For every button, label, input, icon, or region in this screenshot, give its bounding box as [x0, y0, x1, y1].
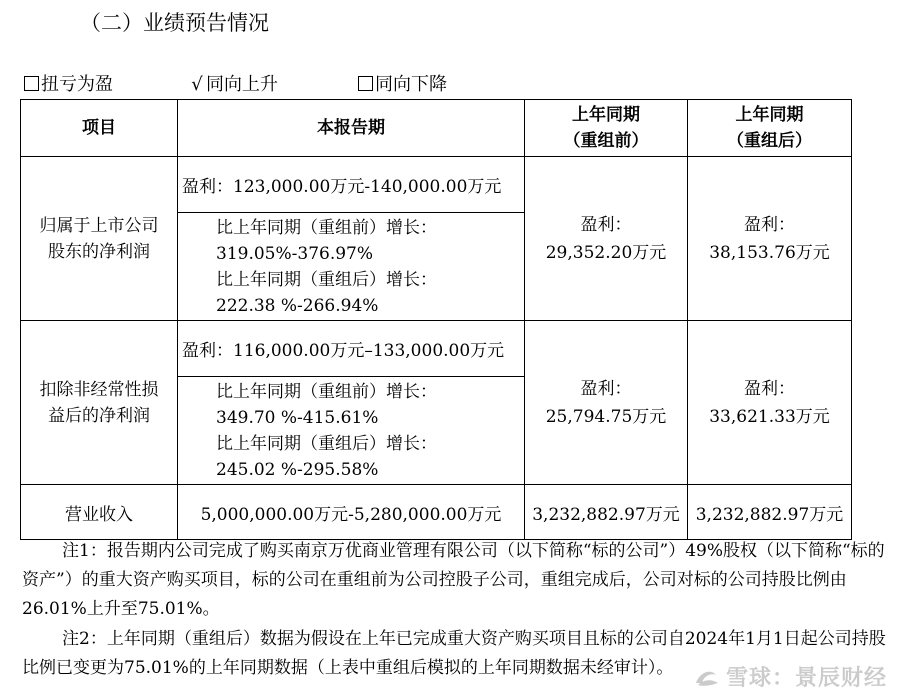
checkmark-icon: √: [191, 74, 203, 95]
row-item-net-profit: [21, 157, 178, 321]
value-amount: 33,621.33万元: [709, 406, 830, 427]
header-prev-before-line1: 上年同期: [572, 105, 640, 125]
profit-range: 盈利：116,000.00万元–133,000.00万元: [178, 321, 525, 377]
item-line: 股东的净利润: [48, 241, 150, 262]
prev-after-value: [688, 157, 852, 321]
revenue-current: 5,000,000.00万元-5,280,000.00万元: [178, 485, 525, 540]
forecast-type-options: [0, 70, 915, 100]
header-prev-after: [688, 100, 852, 157]
header-prev-after-line2: （重组后）: [727, 131, 812, 151]
value-label: 盈利：: [744, 214, 795, 235]
header-prev-after-line1: 上年同期: [735, 105, 804, 125]
value-label: 盈利：: [580, 378, 632, 399]
growth-value: 222.38 %-266.94%: [216, 295, 379, 316]
option-increase: [190, 72, 278, 98]
empty-checkbox-icon: [24, 76, 39, 91]
option-label: 同向下降: [375, 74, 447, 95]
value-label: 盈利：: [744, 378, 795, 399]
growth-label: 比上年同期（重组前）增长：: [216, 217, 437, 238]
header-item: 项目: [21, 100, 178, 157]
prev-after-value: [688, 321, 852, 485]
row-item-revenue: 营业收入: [21, 485, 178, 540]
growth-value: 245.02 %-295.58%: [216, 459, 379, 480]
row-item-net-profit-excl: [21, 321, 178, 485]
profit-range: 盈利：123,000.00万元-140,000.00万元: [178, 157, 525, 213]
prev-before-value: [525, 157, 688, 321]
value-amount: 29,352.20万元: [545, 242, 667, 263]
growth-label: 比上年同期（重组后）增长：: [216, 433, 437, 454]
note-1: 注1：报告期内公司完成了购买南京万优商业管理有限公司（以下简称“标的公司”）49%股权（以下简称“标的资产”）的重大资产购买项目，标的公司在重组前为公司控股子公司，重组完成后，公司对标的公司持股比例由26.01%上升至75.01%。: [22, 541, 885, 619]
item-line: 益后的净利润: [48, 405, 150, 426]
growth-value: 349.70 %-415.61%: [216, 407, 379, 428]
revenue-prev-after: 3,232,882.97万元: [688, 485, 852, 540]
header-current-period: 本报告期: [178, 100, 525, 157]
empty-checkbox-icon: [358, 76, 373, 91]
table-header-row: [21, 100, 852, 157]
item-line: 归属于上市公司: [39, 215, 159, 236]
forecast-table: [20, 99, 852, 540]
option-turnaround: [24, 72, 113, 98]
table-row: [21, 157, 852, 213]
watermark: [692, 661, 887, 692]
growth-label: 比上年同期（重组后）增长：: [216, 269, 437, 290]
header-prev-before-line2: （重组前）: [563, 131, 649, 151]
prev-before-value: [525, 321, 688, 485]
value-amount: 38,153.76万元: [709, 242, 830, 263]
table-row: [21, 485, 852, 540]
note-2: 注2：上年同期（重组后）数据为假设在上年已完成重大资产购买项目且标的公司自2024年1月1日起公司持股比例已变更为75.01%的上年同期数据（上表中重组后模拟的上年同期数据未经审计）。: [22, 629, 886, 678]
item-line: 扣除非经常性损: [39, 379, 159, 400]
option-label: 同向上升: [206, 74, 278, 95]
value-amount: 25,794.75万元: [545, 406, 667, 427]
growth-cell: [178, 377, 525, 485]
section-title: （二）业绩预告情况: [80, 11, 269, 35]
growth-value: 319.05%-376.97%: [216, 243, 374, 264]
snowball-logo-icon: [692, 665, 720, 689]
option-decrease: [358, 72, 447, 98]
option-label: 扭亏为盈: [41, 74, 113, 95]
revenue-prev-before: 3,232,882.97万元: [525, 485, 688, 540]
table-row: [21, 321, 852, 377]
growth-cell: [178, 213, 525, 321]
watermark-text: 雪球：景辰财经: [725, 666, 887, 691]
growth-label: 比上年同期（重组前）增长：: [216, 381, 437, 402]
header-prev-before: [525, 100, 688, 157]
value-label: 盈利：: [580, 214, 632, 235]
